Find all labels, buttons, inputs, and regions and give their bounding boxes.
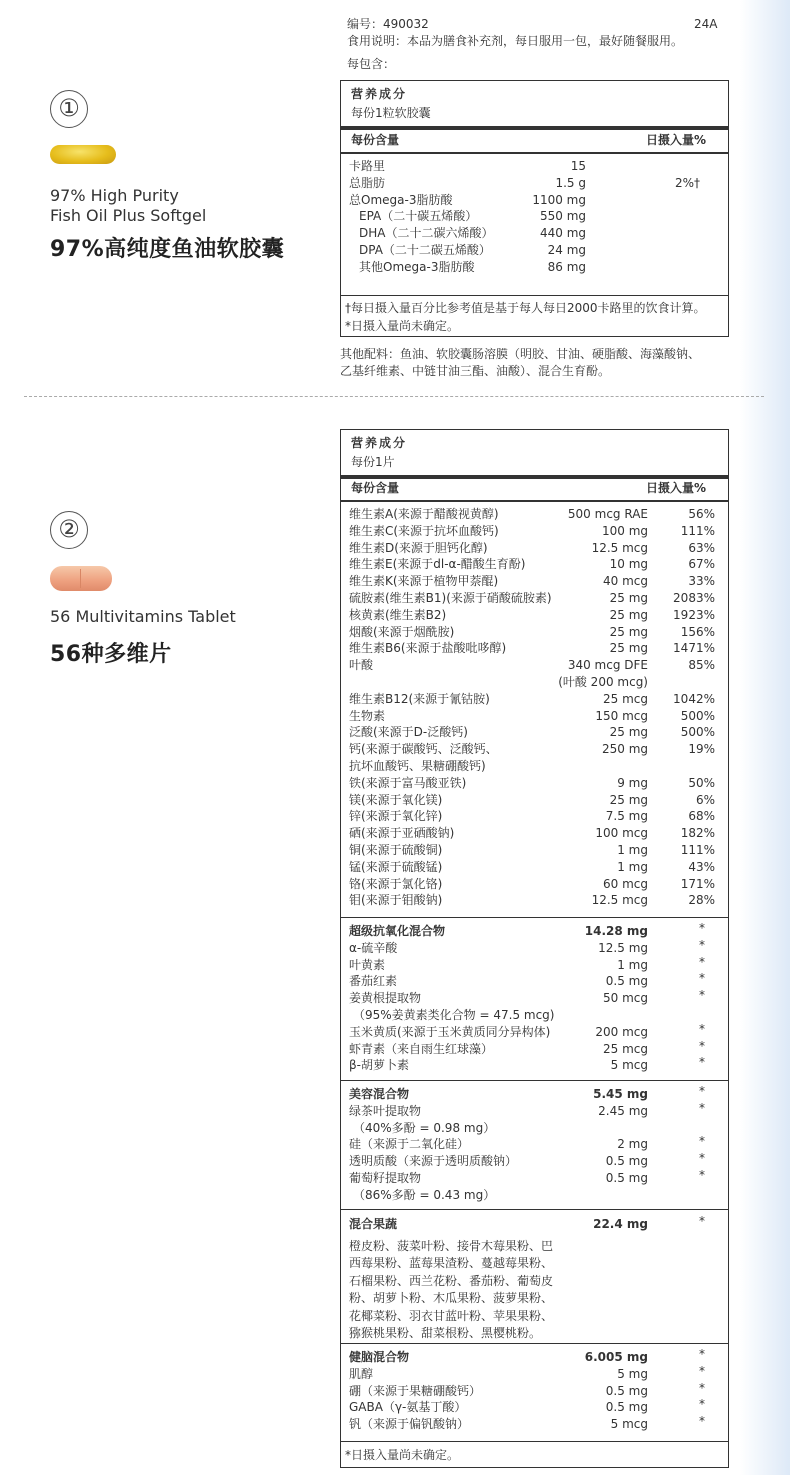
right-gradient-decoration xyxy=(740,0,790,1475)
nutrient-amount: 24 mg xyxy=(547,243,586,257)
blend-item-star: * xyxy=(699,1134,705,1149)
nutrient-amount: 15 xyxy=(570,159,586,173)
vitamin-name: 维生素C(来源于抗坏血酸钙) xyxy=(349,523,499,538)
panel1-divider xyxy=(340,295,729,296)
blend-item-amount: 1 mg xyxy=(617,957,648,972)
section-divider xyxy=(24,396,764,397)
blend-item-amount: 5 mcg xyxy=(610,1417,648,1432)
panel2-thick-divider xyxy=(340,475,729,479)
vitamin-dv: 43% xyxy=(688,859,715,874)
vitamin-dv: 85% xyxy=(688,658,715,673)
blend-item-amount: 2.45 mg xyxy=(598,1103,648,1118)
vitamin-dv: 6% xyxy=(695,792,715,807)
blend-item-star: * xyxy=(699,1021,705,1036)
product2-number: ② xyxy=(50,511,88,549)
vitamin-name: 钙(来源于碳酸钙、泛酸钙、 xyxy=(349,742,498,757)
vitamin-amount: 9 mg xyxy=(617,775,648,790)
blend-item-amount: 0.5 mg xyxy=(605,1154,648,1169)
vitamin-name: 维生素B6(来源于盐酸吡哆醇) xyxy=(349,641,507,656)
blend-item-star: * xyxy=(699,954,705,969)
panel1-serving: 每份1粒软胶囊 xyxy=(351,106,431,120)
vitamin-name: 硒(来源于亚硒酸钠) xyxy=(349,826,455,841)
blend-title: 美容混合物 xyxy=(349,1087,410,1101)
nutrient-name: 卡路里 xyxy=(349,159,386,173)
nutrient-name: DPA（二十二碳五烯酸） xyxy=(359,243,491,257)
blend-star: * xyxy=(699,1084,705,1098)
blend-item-star: * xyxy=(699,1038,705,1053)
vitamin-amount: 40 mcg xyxy=(603,574,648,589)
nutrient-name: DHA（二十二碳六烯酸） xyxy=(359,226,494,241)
blend-item-star: * xyxy=(699,988,705,1003)
vitamin-name: 铁(来源于富马酸亚铁) xyxy=(349,775,467,790)
vitamin-amount: 25 mg xyxy=(609,792,648,807)
fruit-list-line: 石榴果粉、西兰花粉、番茄粉、葡萄皮 xyxy=(349,1273,554,1288)
blend-item-name: α-硫辛酸 xyxy=(349,940,398,955)
vitamin-amount: 60 mcg xyxy=(603,876,648,891)
vitamin-dv: 19% xyxy=(688,742,715,757)
panel2-divider xyxy=(340,500,729,502)
vitamin-name: 维生素A(来源于醋酸视黄醇) xyxy=(349,507,499,521)
vitamin-amount: 500 mcg RAE xyxy=(567,507,648,521)
blend-item-star: * xyxy=(699,937,705,952)
nutrient-name: 总Omega-3脂肪酸 xyxy=(349,192,453,207)
blend-item-star: * xyxy=(699,1151,705,1166)
vitamin-dv: 28% xyxy=(688,893,715,908)
vitamin-amount: 100 mcg xyxy=(595,826,648,841)
vitamin-name: 锰(来源于硫酸锰) xyxy=(349,859,443,874)
product1-title-en-1: 97% High Purity xyxy=(50,186,179,205)
vitamin-name: 泛酸(来源于D-泛酸钙) xyxy=(349,725,468,740)
vitamin-dv: 182% xyxy=(680,826,715,841)
vitamin-dv: 67% xyxy=(688,557,715,572)
blend-item-name: 肌醇 xyxy=(349,1366,374,1381)
vitamin-name: 核黄素(维生素B2) xyxy=(349,607,447,622)
blend-item-amount: 0.5 mg xyxy=(605,1400,648,1415)
vitamin-name: 抗坏血酸钙、果糖硼酸钙) xyxy=(349,759,486,773)
vitamin-amount: 1 mg xyxy=(617,859,648,874)
vitamin-amount: 25 mg xyxy=(609,725,648,740)
nutrient-amount: 86 mg xyxy=(547,259,586,274)
vitamin-dv: 33% xyxy=(688,574,715,589)
vitamin-name: 维生素K(来源于植物甲萘醌) xyxy=(349,574,499,589)
blend-item-star: * xyxy=(699,1363,705,1378)
vitamin-amount: 150 mcg xyxy=(595,708,648,723)
blend-item-star: * xyxy=(699,971,705,986)
product1-other-ingredients-1: 其他配料：鱼油、软胶囊肠溶膜（明胶、甘油、硬脂酸、海藻酸钠、 xyxy=(340,347,701,361)
vitamin-dv: 111% xyxy=(680,523,715,538)
panel1-col-amount: 每份含量 xyxy=(351,133,400,147)
vitamin-amount: 25 mg xyxy=(609,624,648,639)
panel1-divider xyxy=(340,152,729,154)
vitamin-name: 维生素E(来源于dl-α-醋酸生育酚) xyxy=(349,557,526,572)
vitamin-name: 镁(来源于氧化镁) xyxy=(349,792,443,807)
vitamin-name: 维生素B12(来源于氰钴胺) xyxy=(349,691,490,706)
blend-title: 健脑混合物 xyxy=(349,1350,410,1364)
panel2-divider xyxy=(340,1080,729,1081)
product2-title-en: 56 Multivitamins Tablet xyxy=(50,607,236,626)
vitamin-dv: 500% xyxy=(680,725,715,740)
blend-item-name: （86%多酚 = 0.43 mg） xyxy=(353,1187,496,1202)
vitamin-dv: 63% xyxy=(688,540,715,555)
blend-item-amount: 12.5 mg xyxy=(598,940,648,955)
blend-item-name: 钒（来源于偏钒酸钠） xyxy=(349,1417,470,1432)
product1-usage: 食用说明：本品为膳食补充剂，每日服用一包，最好随餐服用。 xyxy=(347,34,684,48)
blend-item-star: * xyxy=(699,1414,705,1429)
vitamin-dv: 1923% xyxy=(673,607,715,622)
blend-item-name: （40%多酚 = 0.98 mg） xyxy=(353,1120,496,1135)
vitamin-name: 铜(来源于硫酸铜) xyxy=(349,843,443,857)
nutrient-amount: 440 mg xyxy=(539,226,586,241)
blend-item-star: * xyxy=(699,1100,705,1115)
vitamin-amount: 12.5 mcg xyxy=(591,893,648,908)
blend-item-amount: 2 mg xyxy=(617,1137,648,1152)
blend-item-amount: 50 mcg xyxy=(603,991,648,1006)
product1-code-suffix: 24A xyxy=(694,17,718,31)
vitamin-dv: 111% xyxy=(680,843,715,857)
panel2-divider xyxy=(340,1441,729,1442)
blend-item-name: 番茄红素 xyxy=(349,974,398,989)
nutrient-name: 总脂肪 xyxy=(349,175,386,190)
blend-item-star: * xyxy=(699,1168,705,1182)
vitamin-amount: 340 mcg DFE xyxy=(567,658,648,673)
panel2-col-amount: 每份含量 xyxy=(351,481,400,495)
vitamin-amount: 12.5 mcg xyxy=(591,540,648,555)
fruit-list-line: 西莓果粉、蓝莓果渣粉、蔓越莓果粉、 xyxy=(349,1256,554,1271)
blend-item-name: 葡萄籽提取物 xyxy=(349,1171,422,1185)
blend-item-name: GABA（γ-氨基丁酸） xyxy=(349,1400,467,1415)
panel1-title: 营养成分 xyxy=(351,87,408,101)
vitamin-name: 硫胺素(维生素B1)(来源于硝酸硫胺素) xyxy=(349,591,552,605)
vitamin-name: 锌(来源于氧化锌) xyxy=(349,809,443,824)
vitamin-name: 铬(来源于氯化铬) xyxy=(349,876,443,891)
blend-item-name: 姜黄根提取物 xyxy=(349,991,422,1006)
blend-item-amount: 25 mcg xyxy=(603,1041,648,1056)
panel1-footnote2: *日摄入量尚未确定。 xyxy=(345,319,460,333)
nutrient-amount: 1.5 g xyxy=(555,175,586,190)
product1-number: ① xyxy=(50,90,88,128)
vitamin-dv: 1471% xyxy=(673,641,715,656)
blend-star: * xyxy=(699,1347,705,1361)
panel2-title: 营养成分 xyxy=(351,436,408,450)
nutrient-dv: 2%† xyxy=(674,175,700,190)
blend-item-name: 虾青素（来自雨生红球藻） xyxy=(349,1041,494,1056)
vitamin-name: 生物素 xyxy=(349,708,386,723)
nutrient-amount: 550 mg xyxy=(539,209,586,224)
blend-item-name: （95%姜黄素类化合物 = 47.5 mcg) xyxy=(353,1008,555,1022)
nutrient-amount: 1100 mg xyxy=(532,192,586,207)
vitamin-dv: 156% xyxy=(680,624,715,639)
vitamin-dv: 68% xyxy=(688,809,715,824)
vitamin-dv: 500% xyxy=(680,708,715,723)
fruit-list-line: 花椰菜粉、羽衣甘蓝叶粉、苹果果粉、 xyxy=(349,1308,554,1323)
blend-item-name: 硅（来源于二氧化硅） xyxy=(349,1137,470,1152)
vitamin-amount: 7.5 mg xyxy=(605,809,648,824)
fruit-list-line: 粉、胡萝卜粉、木瓜果粉、菠萝果粉、 xyxy=(349,1291,554,1306)
vitamin-amount: 25 mcg xyxy=(603,691,648,706)
blend-item-amount: 0.5 mg xyxy=(605,1171,648,1185)
panel2-col-dv: 日摄入量% xyxy=(646,481,707,495)
panel1-col-dv: 日摄入量% xyxy=(646,133,707,147)
fruit-list-line: 猕猴桃果粉、甜菜根粉、黑樱桃粉。 xyxy=(349,1326,542,1340)
nutrient-name: EPA（二十碳五烯酸） xyxy=(359,209,478,224)
blend-item-star: * xyxy=(699,1055,705,1070)
product2-title-zh: 56种多维片 xyxy=(50,642,172,667)
panel1-thick-divider xyxy=(340,126,729,130)
vitamin-amount: 10 mg xyxy=(609,557,648,572)
blend-total: 22.4 mg xyxy=(593,1217,648,1231)
vitamin-amount: (叶酸 200 mcg) xyxy=(558,675,648,689)
vitamin-dv: 56% xyxy=(688,507,715,521)
panel2-serving: 每份1片 xyxy=(351,455,395,469)
panel1-footnote1: †每日摄入量百分比参考值是基于每人每日2000卡路里的饮食计算。 xyxy=(345,301,706,315)
blend-star: * xyxy=(699,1214,705,1228)
fruit-list-line: 橙皮粉、菠菜叶粉、接骨木莓果粉、巴 xyxy=(349,1239,554,1253)
softgel-capsule-image xyxy=(50,145,116,164)
panel2-divider xyxy=(340,1343,729,1344)
vitamin-amount: 25 mg xyxy=(609,641,648,656)
vitamin-dv: 2083% xyxy=(673,591,715,605)
blend-item-amount: 200 mcg xyxy=(595,1024,648,1039)
vitamin-amount: 25 mg xyxy=(609,607,648,622)
blend-total: 14.28 mg xyxy=(584,924,648,938)
product1-title-zh: 97%高纯度鱼油软胶囊 xyxy=(50,237,285,262)
vitamin-amount: 25 mg xyxy=(609,591,648,605)
blend-title: 超级抗氧化混合物 xyxy=(349,924,446,938)
blend-total: 6.005 mg xyxy=(584,1350,648,1364)
vitamin-dv: 50% xyxy=(688,775,715,790)
blend-total: 5.45 mg xyxy=(593,1087,648,1101)
blend-item-name: β-胡萝卜素 xyxy=(349,1058,409,1073)
panel2-divider xyxy=(340,1209,729,1210)
product1-code: 编号：490032 xyxy=(347,17,429,31)
product1-title-en-2: Fish Oil Plus Softgel xyxy=(50,206,207,225)
vitamin-amount: 250 mg xyxy=(601,742,648,757)
blend-item-amount: 0.5 mg xyxy=(605,974,648,989)
product1-other-ingredients-2: 乙基纤维素、中链甘油三酯、油酸）、混合生育酚。 xyxy=(340,364,611,378)
blend-item-name: 绿茶叶提取物 xyxy=(349,1103,422,1118)
vitamin-amount: 100 mg xyxy=(601,523,648,538)
vitamin-name: 钼(来源于钼酸钠) xyxy=(349,893,443,908)
product1-per-pack: 每包含： xyxy=(347,57,396,71)
nutrient-name: 其他Omega-3脂肪酸 xyxy=(359,259,475,274)
blend-item-amount: 5 mg xyxy=(617,1366,648,1381)
vitamin-name: 叶酸 xyxy=(349,658,374,673)
blend-star: * xyxy=(699,921,705,935)
vitamin-amount: 1 mg xyxy=(617,843,648,857)
tablet-image xyxy=(50,566,112,591)
blend-title: 混合果蔬 xyxy=(349,1217,398,1231)
blend-item-name: 硼（来源于果糖硼酸钙） xyxy=(349,1383,482,1398)
blend-item-amount: 5 mcg xyxy=(610,1058,648,1073)
vitamin-dv: 171% xyxy=(680,876,715,891)
blend-item-star: * xyxy=(699,1380,705,1395)
blend-item-name: 叶黄素 xyxy=(349,957,386,972)
blend-item-name: 玉米黄质(来源于玉米黄质同分异构体) xyxy=(349,1024,551,1039)
panel2-footnote: *日摄入量尚未确定。 xyxy=(345,1448,460,1462)
blend-item-star: * xyxy=(699,1397,705,1412)
blend-item-name: 透明质酸（来源于透明质酸钠） xyxy=(349,1154,518,1169)
blend-item-amount: 0.5 mg xyxy=(605,1383,648,1398)
panel2-divider xyxy=(340,917,729,918)
vitamin-dv: 1042% xyxy=(673,691,715,706)
vitamin-name: 维生素D(来源于胆钙化醇) xyxy=(349,540,488,555)
vitamin-name: 烟酸(来源于烟酰胺) xyxy=(349,624,455,639)
